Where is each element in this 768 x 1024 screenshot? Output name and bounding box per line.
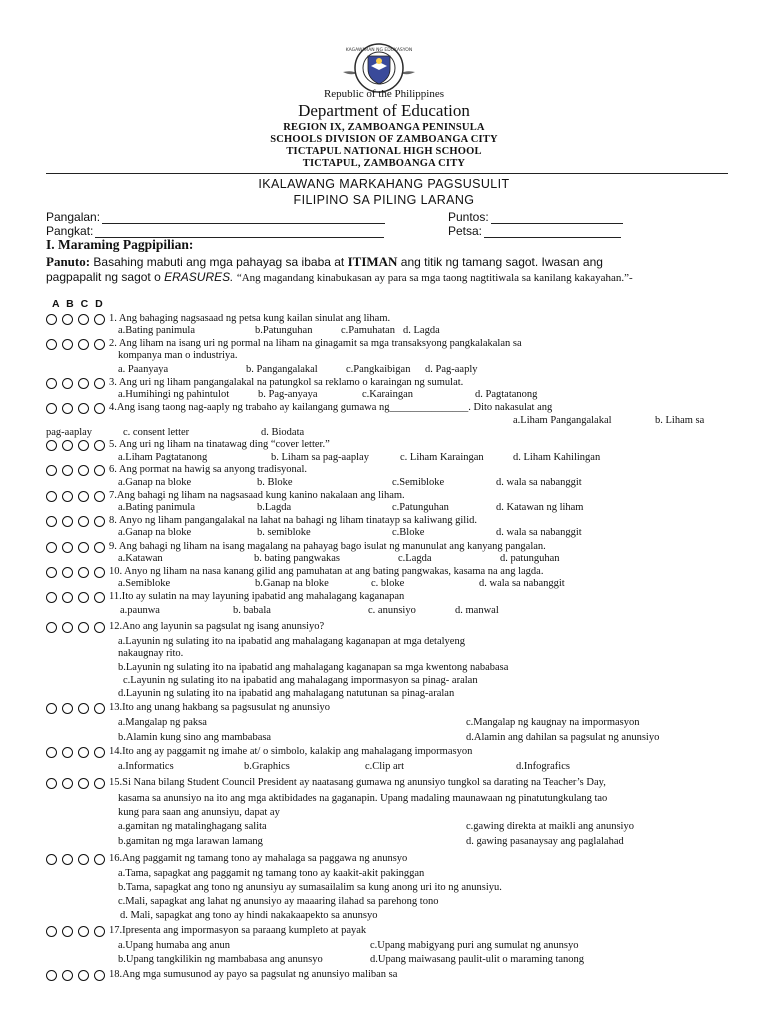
choice-text: a.Bating panimula <box>118 502 195 513</box>
choice-text: pag-aaplay <box>46 427 93 438</box>
name-label: Pangalan: <box>46 210 101 224</box>
choice-text: b. Pangangalakal <box>246 364 318 375</box>
answer-bubble-d[interactable] <box>94 622 105 633</box>
question-text: 9. Ang bahagi ng liham na isang magalang na pahayag bago isulat ng manunulat ang kanyang pangalan. <box>109 541 546 552</box>
instructions-line-1: Panuto: Basahing mabuti ang mga pahayag sa ibaba at ITIMAN ang titik ng tamang sagot. Iwasan ang <box>46 254 603 269</box>
name-line[interactable] <box>102 211 385 224</box>
choice-text: a.Mangalap ng paksa <box>118 717 207 728</box>
answer-bubble-c[interactable] <box>78 378 89 389</box>
choice-text: c.Pangkaibigan <box>346 364 411 375</box>
choice-text: c.Mali, sapagkat ang lahat ng anunsiyo ay maaaring ilahad sa parehong tono <box>118 896 439 907</box>
date-label: Petsa: <box>448 224 483 238</box>
answer-bubble-a[interactable] <box>46 339 57 350</box>
choice-text: d. wala sa nabanggit <box>479 578 565 589</box>
question-text: 7.Ang bahagi ng liham na nagsasaad kung kanino nakalaan ang liham. <box>109 490 405 501</box>
choice-text: b. babala <box>233 605 271 616</box>
choice-text: d. Mali, sapagkat ang tono ay hindi nakakaapekto sa anunsyo <box>120 910 378 921</box>
choice-text: c.Semibloke <box>392 477 445 488</box>
question-text: 18.Ang mga sumusunod ay payo sa pagsulat ng anunsiyo maliban sa <box>109 969 398 980</box>
choice-text: c.Layunin ng sulating ito na ipabatid ang mahalagang impormasyon sa pinag- aralan <box>123 675 478 686</box>
answer-bubble-b[interactable] <box>62 747 73 758</box>
instructions-quote: “Ang magandang kinabukasan ay para sa mga taong nagtitiwala sa kanilang kakayahan.”- <box>236 272 633 284</box>
answer-bubble-c[interactable] <box>78 970 89 981</box>
answer-bubble-d[interactable] <box>94 567 105 578</box>
answer-bubble-c[interactable] <box>78 778 89 789</box>
instructions-label: Panuto: <box>46 254 91 269</box>
choice-text: b.Alamin kung sino ang mambabasa <box>118 732 272 743</box>
answer-bubble-c[interactable] <box>78 491 89 502</box>
header-divider <box>46 173 728 174</box>
choice-text: c.Lagda <box>398 553 432 564</box>
answer-bubble-d[interactable] <box>94 542 105 553</box>
answer-bubble-d[interactable] <box>94 747 105 758</box>
question-text: 4.Ang isang taong nag-aaply ng trabaho ay kailangang gumawa ng_______________. Dito nakasulat ang <box>109 402 553 413</box>
grade-field[interactable] <box>46 224 384 238</box>
deped-seal-icon <box>341 42 417 94</box>
answer-bubble-d[interactable] <box>94 926 105 937</box>
choice-text: d.Alamin ang dahilan sa pagsulat ng anunsiyo <box>466 732 660 743</box>
choice-text: b. Liham sa pag-aaplay <box>271 452 369 463</box>
answer-bubble-c[interactable] <box>78 622 89 633</box>
answer-bubble-c[interactable] <box>78 542 89 553</box>
answer-bubble-b[interactable] <box>62 926 73 937</box>
answer-bubble-b[interactable] <box>62 314 73 325</box>
choice-text: a.Bating panimula <box>118 325 195 336</box>
choice-text: b. Liham sa <box>655 415 705 426</box>
answer-bubble-a[interactable] <box>46 970 57 981</box>
instructions-erasures: ERASURES. <box>164 270 234 284</box>
answer-bubble-c[interactable] <box>78 440 89 451</box>
answer-bubble-c[interactable] <box>78 567 89 578</box>
answer-bubble-a[interactable] <box>46 592 57 603</box>
answer-bubble-c[interactable] <box>78 465 89 476</box>
answer-bubble-d[interactable] <box>94 854 105 865</box>
choice-text: c.gawing direkta at maikli ang anunsiyo <box>466 821 634 832</box>
choice-text: c. bloke <box>371 578 405 589</box>
score-line[interactable] <box>491 211 623 224</box>
answer-bubble-a[interactable] <box>46 926 57 937</box>
choice-text: c.Clip art <box>365 761 405 772</box>
answer-bubble-a[interactable] <box>46 491 57 502</box>
question-text: 11.Ito ay sulatin na may layuning ipabatid ang mahalagang kaganapan <box>109 591 405 602</box>
answer-bubble-c[interactable] <box>78 854 89 865</box>
date-field[interactable] <box>448 224 621 238</box>
choice-text: d. Lagda <box>403 325 440 336</box>
answer-bubble-d[interactable] <box>94 970 105 981</box>
question-text: 17.Ipresenta ang impormasyon sa paraang kumpleto at payak <box>109 925 367 936</box>
choice-text: a.Ganap na bloke <box>118 527 192 538</box>
choice-text: a.Layunin ng sulating ito na ipabatid ang mahalagang kaganapan at mga detalyeng <box>118 636 465 647</box>
choice-text: c. consent letter <box>123 427 190 438</box>
choice-text: b.Upang tangkilikin ng mambabasa ang anunsyo <box>118 954 323 965</box>
answer-bubble-b[interactable] <box>62 854 73 865</box>
answer-bubble-c[interactable] <box>78 516 89 527</box>
section-title: I. Maraming Pagpipilian: <box>46 237 194 252</box>
answer-bubble-a[interactable] <box>46 314 57 325</box>
name-field[interactable] <box>46 210 385 224</box>
choice-text: c.Upang mabigyang puri ang sumulat ng anunsyo <box>370 940 579 951</box>
choice-text: nakaugnay rito. <box>118 648 184 659</box>
choice-text: kasama sa anunsiyo na ito ang mga aktibidades na gaganapin. Upang madaling maunawaan ng pinatutungkulang tao <box>118 793 608 804</box>
choice-text: d. wala sa nabanggit <box>496 477 582 488</box>
division-label: SCHOOLS DIVISION OF ZAMBOANGA CITY <box>270 134 498 145</box>
choice-text: b. Bloke <box>257 477 293 488</box>
choice-text: b.Patunguhan <box>255 325 313 336</box>
answer-bubble-a[interactable] <box>46 854 57 865</box>
answer-bubble-c[interactable] <box>78 403 89 414</box>
choice-text: d. gawing pasanaysay ang paglalahad <box>466 836 624 847</box>
answer-bubble-d[interactable] <box>94 403 105 414</box>
department-title: Department of Education <box>298 101 470 120</box>
answer-bubble-d[interactable] <box>94 703 105 714</box>
choice-text: d. Biodata <box>261 427 305 438</box>
question-text: 1. Ang bahaging nagsasaad ng petsa kung kailan sinulat ang liham. <box>109 313 391 324</box>
choice-text: b.Lagda <box>257 502 292 513</box>
choice-text: b.Graphics <box>244 761 290 772</box>
choice-text: b. bating pangwakas <box>254 553 341 564</box>
answer-bubble-a[interactable] <box>46 378 57 389</box>
answer-bubble-c[interactable] <box>78 592 89 603</box>
question-text: 16.Ang paggamit ng tamang tono ay mahalaga sa paggawa ng anunsyo <box>109 853 408 864</box>
choice-text: c.Patunguhan <box>392 502 449 513</box>
answer-bubble-a[interactable] <box>46 622 57 633</box>
answer-bubble-b[interactable] <box>62 622 73 633</box>
question-text: 12.Ano ang layunin sa pagsulat ng isang anunsiyo? <box>109 621 325 632</box>
question-text: 10. Anyo ng liham na nasa kanang gilid ang pamuhatan at ang bating pangwakas, kasama na ang lagda. <box>109 566 544 577</box>
answer-bubble-d[interactable] <box>94 314 105 325</box>
choice-text: b.Ganap na bloke <box>255 578 329 589</box>
choice-text: b. semibloke <box>257 527 311 538</box>
choice-text: d. Pag-aaply <box>425 364 478 375</box>
choice-text: a.Katawan <box>118 553 163 564</box>
date-line[interactable] <box>484 225 621 238</box>
choice-text: d. patunguhan <box>500 553 560 564</box>
answer-bubble-c[interactable] <box>78 314 89 325</box>
question-text: 6. Ang pormat na hawig sa anyong tradisyonal. <box>109 464 308 475</box>
score-field[interactable] <box>448 210 623 224</box>
choice-text: a.Ganap na bloke <box>118 477 192 488</box>
exam-subject: FILIPINO SA PILING LARANG <box>293 193 475 207</box>
school-name: TICTAPUL NATIONAL HIGH SCHOOL <box>286 146 482 157</box>
question-text: 3. Ang uri ng liham pangangalakal na patungkol sa reklamo o karaingan ng sumulat. <box>109 377 464 388</box>
choice-text: c.Karaingan <box>362 389 414 400</box>
answer-bubble-b[interactable] <box>62 778 73 789</box>
question-text: 2. Ang liham na isang uri ng pormal na liham na ginagamit sa mga transaksyong pangkalakalan sa <box>109 338 522 349</box>
answer-bubble-c[interactable] <box>78 703 89 714</box>
answer-bubble-d[interactable] <box>94 465 105 476</box>
answer-bubble-d[interactable] <box>94 491 105 502</box>
question-text: 5. Ang uri ng liham na tinatawag ding “cover letter.” <box>109 439 330 450</box>
answer-bubble-b[interactable] <box>62 491 73 502</box>
question-text: 15.Si Nana bilang Student Council President ay naatasang gumawa ng anunsiyo tungkol sa darating na Teacher’s Day, <box>109 777 606 788</box>
question-text: 14.Ito ang ay paggamit ng imahe at/ o simbolo, kalakip ang mahalagang impormasyon <box>109 746 473 757</box>
answer-bubble-d[interactable] <box>94 378 105 389</box>
answer-bubble-d[interactable] <box>94 778 105 789</box>
answer-bubble-a[interactable] <box>46 778 57 789</box>
answer-bubble-b[interactable] <box>62 970 73 981</box>
choice-text: a.Humihingi ng pahintulot <box>118 389 230 400</box>
exam-title: IKALAWANG MARKAHANG PAGSUSULIT <box>258 177 510 191</box>
answer-bubble-d[interactable] <box>94 339 105 350</box>
region-label: REGION IX, ZAMBOANGA PENINSULA <box>283 122 485 133</box>
answer-bubble-a[interactable] <box>46 747 57 758</box>
answer-bubble-c[interactable] <box>78 747 89 758</box>
choice-text: d. wala sa nabanggit <box>496 527 582 538</box>
choice-text: c.Mangalap ng kaugnay na impormasyon <box>466 717 640 728</box>
choice-text: d. Liham Kahilingan <box>513 452 601 463</box>
choice-text: a.Liham Pangangalakal <box>513 415 612 426</box>
choice-text: c.Pamuhatan <box>341 325 395 336</box>
answer-bubble-a[interactable] <box>46 516 57 527</box>
choice-text: d.Layunin ng sulating ito na ipabatid ang mahalagang natutunan sa pinag-aralan <box>118 688 455 699</box>
seal-text: KAGAWARAN NG EDUKASYON <box>345 48 413 53</box>
answer-bubble-b[interactable] <box>62 703 73 714</box>
choice-text: a. Paanyaya <box>118 364 169 375</box>
choice-text: b.Tama, sapagkat ang tono ng anunsiyu ay sumasailalim sa kung anong uri ito ng anunsiyu. <box>118 882 502 893</box>
question-text: 8. Anyo ng liham pangangalakal na lahat na bahagi ng liham tinatayp sa kaliwang gilid. <box>109 515 477 526</box>
choice-text: b. Pag-anyaya <box>258 389 318 400</box>
answer-bubble-b[interactable] <box>62 440 73 451</box>
choice-text: kompanya man o industriya. <box>118 350 238 361</box>
choice-text: b.gamitan ng mga larawan lamang <box>118 836 263 847</box>
instructions-line-2: pagpapalit ng sagot o ERASURES. “Ang magandang kinabukasan ay para sa mga taong nagtitiwala sa kanilang kakayahan.”- <box>46 270 633 284</box>
choice-text: kung para saan ang anunsiyu, dapat ay <box>118 807 280 818</box>
school-address: TICTAPUL, ZAMBOANGA CITY <box>302 158 466 169</box>
instructions-bold-word: ITIMAN <box>347 254 398 269</box>
choice-text: d.Infografics <box>516 761 570 772</box>
choice-text: a.paunwa <box>120 605 160 616</box>
answer-bubble-d[interactable] <box>94 516 105 527</box>
choice-text: b.Layunin ng sulating ito na ipabatid ang mahalagang kaganapan sa mga kwentong nababasa <box>118 662 509 673</box>
answer-bubble-b[interactable] <box>62 592 73 603</box>
answer-bubble-c[interactable] <box>78 926 89 937</box>
choice-text: d. manwal <box>455 605 499 616</box>
republic-label: Republic of the Philippines <box>323 88 445 100</box>
answer-bubble-b[interactable] <box>62 339 73 350</box>
answer-bubble-b[interactable] <box>62 465 73 476</box>
answer-bubble-a[interactable] <box>46 567 57 578</box>
answer-bubble-b[interactable] <box>62 516 73 527</box>
answer-bubble-a[interactable] <box>46 403 57 414</box>
score-label: Puntos: <box>448 210 489 224</box>
answer-bubble-b[interactable] <box>62 403 73 414</box>
choice-text: a.Semibloke <box>118 578 171 589</box>
choice-text: d.Upang maiwasang paulit-ulit o maraming tanong <box>370 954 585 965</box>
answer-bubble-a[interactable] <box>46 542 57 553</box>
choice-text: d. Pagtatanong <box>475 389 538 400</box>
answer-bubble-a[interactable] <box>46 465 57 476</box>
answer-bubble-a[interactable] <box>46 440 57 451</box>
answer-bubble-b[interactable] <box>62 567 73 578</box>
question-text: 13.Ito ang unang hakbang sa pagsusulat ng anunsiyo <box>109 702 331 713</box>
answer-bubble-d[interactable] <box>94 592 105 603</box>
answer-bubble-d[interactable] <box>94 440 105 451</box>
answer-bubble-b[interactable] <box>62 378 73 389</box>
answer-bubble-b[interactable] <box>62 542 73 553</box>
choice-text: a.Tama, sapagkat ang paggamit ng tamang tono ay kaakit-akit pakinggan <box>118 868 425 879</box>
choice-text: a.Informatics <box>118 761 174 772</box>
answer-bubble-a[interactable] <box>46 703 57 714</box>
choice-text: c. Liham Karaingan <box>400 452 484 463</box>
choice-text: d. Katawan ng liham <box>496 502 584 513</box>
grade-label: Pangkat: <box>46 224 94 238</box>
choice-text: a.Liham Pagtatanong <box>118 452 208 463</box>
choice-text: c.Bloke <box>392 527 425 538</box>
answer-bubble-c[interactable] <box>78 339 89 350</box>
choice-text: c. anunsiyo <box>368 605 416 616</box>
choice-text: a.gamitan ng matalinghagang salita <box>118 821 267 832</box>
choice-text: a.Upang humaba ang anun <box>118 940 230 951</box>
answer-columns-header: A B C D <box>52 298 103 310</box>
